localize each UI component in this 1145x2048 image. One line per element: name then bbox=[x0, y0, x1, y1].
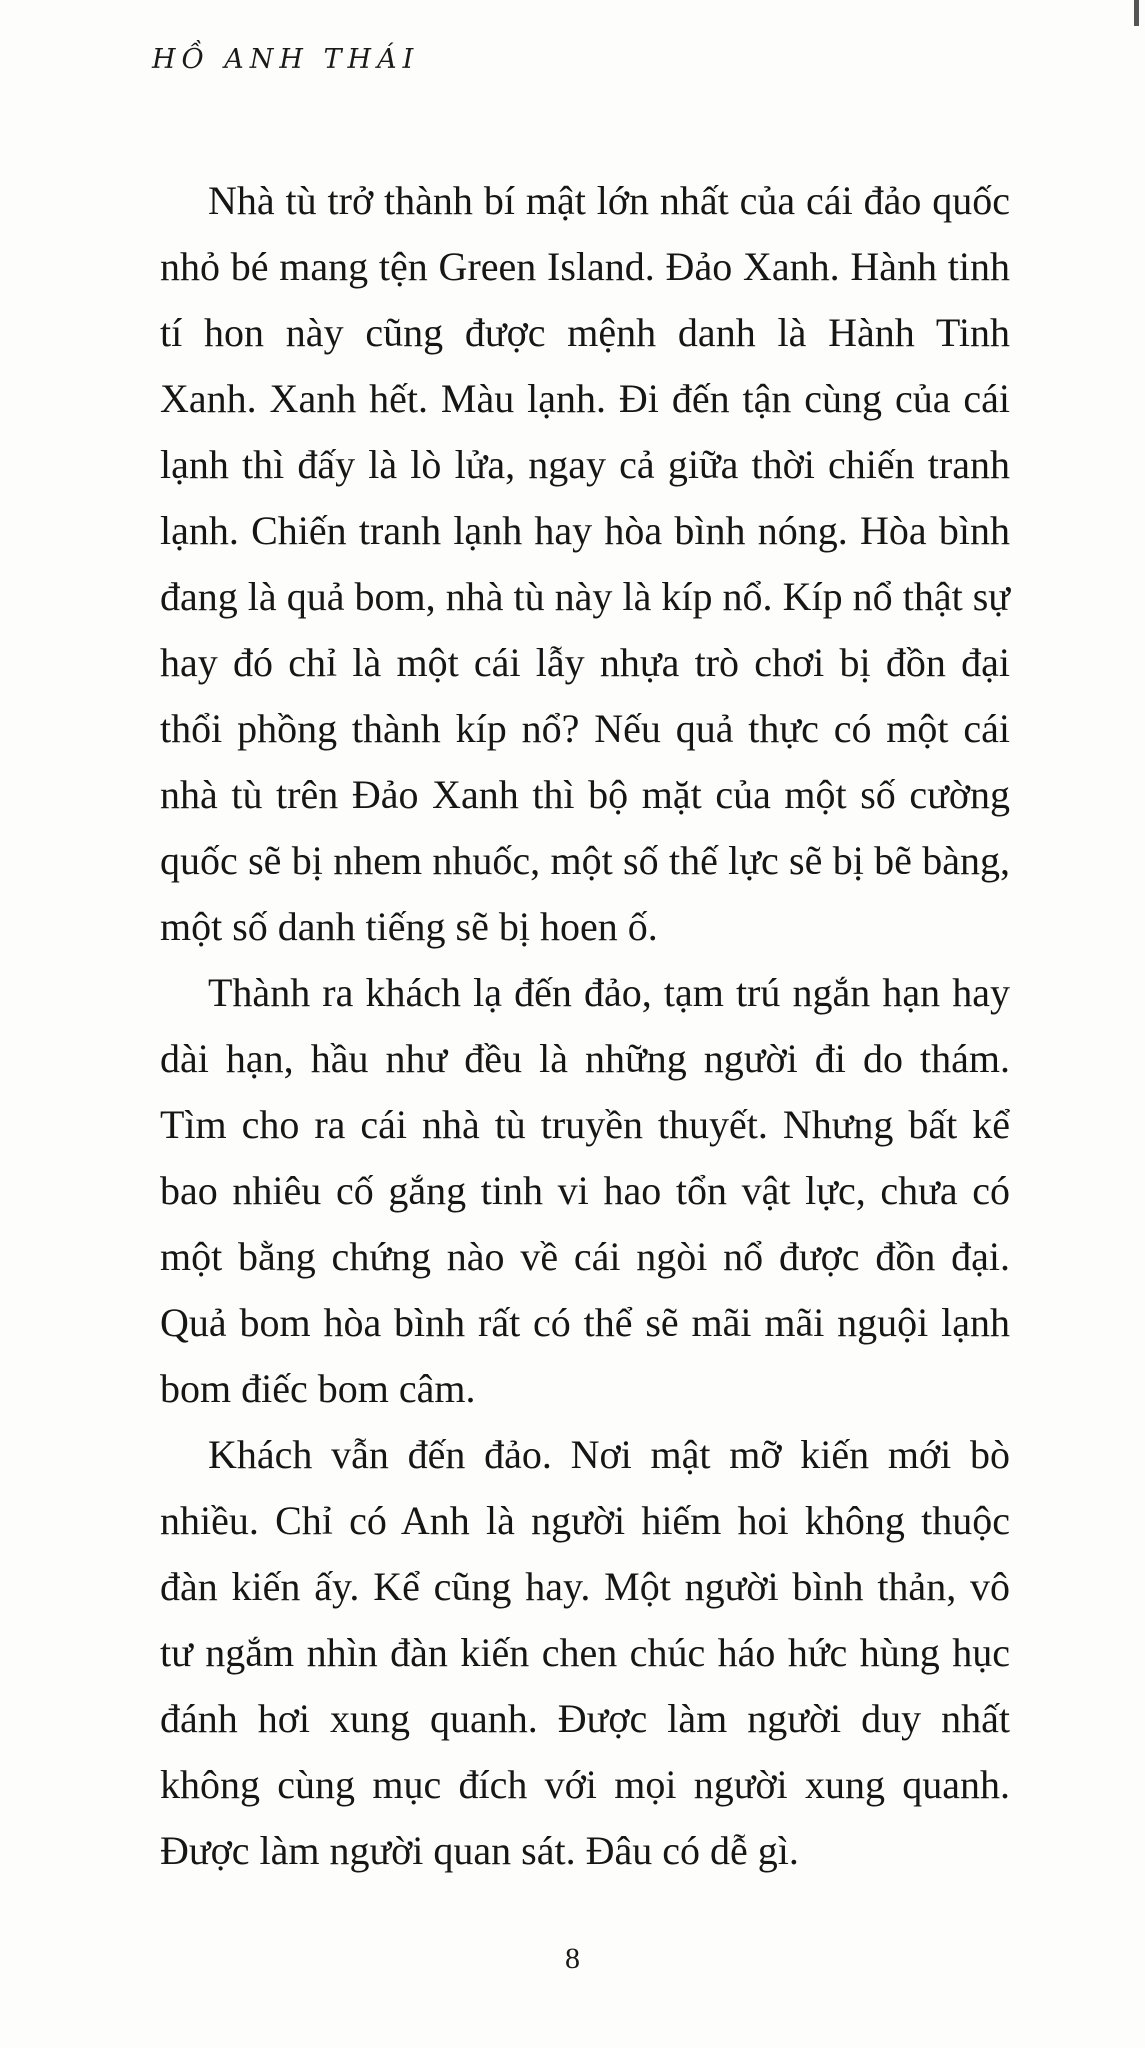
paragraph-3: Khách vẫn đến đảo. Nơi mật mỡ kiến mới bò nhiều. Chỉ có Anh là người hiếm hoi không thuộc đàn kiến ấy. Kể cũng hay. Một người bình thản, vô tư ngắm nhìn đàn kiến chen chúc háo hức hùng hục đánh hơi xung quanh. Được làm người duy nhất không cùng mục đích với mọi người xung quanh. Được làm người quan sát. Đâu có dễ gì. bbox=[160, 1432, 1010, 1873]
page-edge-mark bbox=[1134, 0, 1139, 26]
running-header-author: HỒ ANH THÁI bbox=[152, 44, 420, 75]
page-number: 8 bbox=[565, 1942, 580, 1975]
body-text bbox=[160, 168, 1010, 1884]
paragraph-2: Thành ra khách lạ đến đảo, tạm trú ngắn hạn hay dài hạn, hầu như đều là những người đi do thám. Tìm cho ra cái nhà tù truyền thuyết. Nhưng bất kể bao nhiêu cố gắng tinh vi hao tổn vật lực, chưa có một bằng chứng nào về cái ngòi nổ được đồn đại. Quả bom hòa bình rất có thể sẽ mãi mãi nguội lạnh bom điếc bom câm. bbox=[160, 970, 1010, 1411]
paragraph-1: Nhà tù trở thành bí mật lớn nhất của cái đảo quốc nhỏ bé mang tện Green Island. Đảo Xanh. Hành tinh tí hon này cũng được mệnh danh là Hành Tinh Xanh. Xanh hết. Màu lạnh. Đi đến tận cùng của cái lạnh thì đấy là lò lửa, ngay cả giữa thời chiến tranh lạnh. Chiến tranh lạnh hay hòa bình nóng. Hòa bình đang là quả bom, nhà tù này là kíp nổ. Kíp nổ thật sự hay đó chỉ là một cái lẫy nhựa trò chơi bị đồn đại thổi phồng thành kíp nổ? Nếu quả thực có một cái nhà tù trên Đảo Xanh thì bộ mặt của một số cường quốc sẽ bị nhem nhuốc, một số thế lực sẽ bị bẽ bàng, một số danh tiếng sẽ bị hoen ố. bbox=[160, 178, 1010, 949]
